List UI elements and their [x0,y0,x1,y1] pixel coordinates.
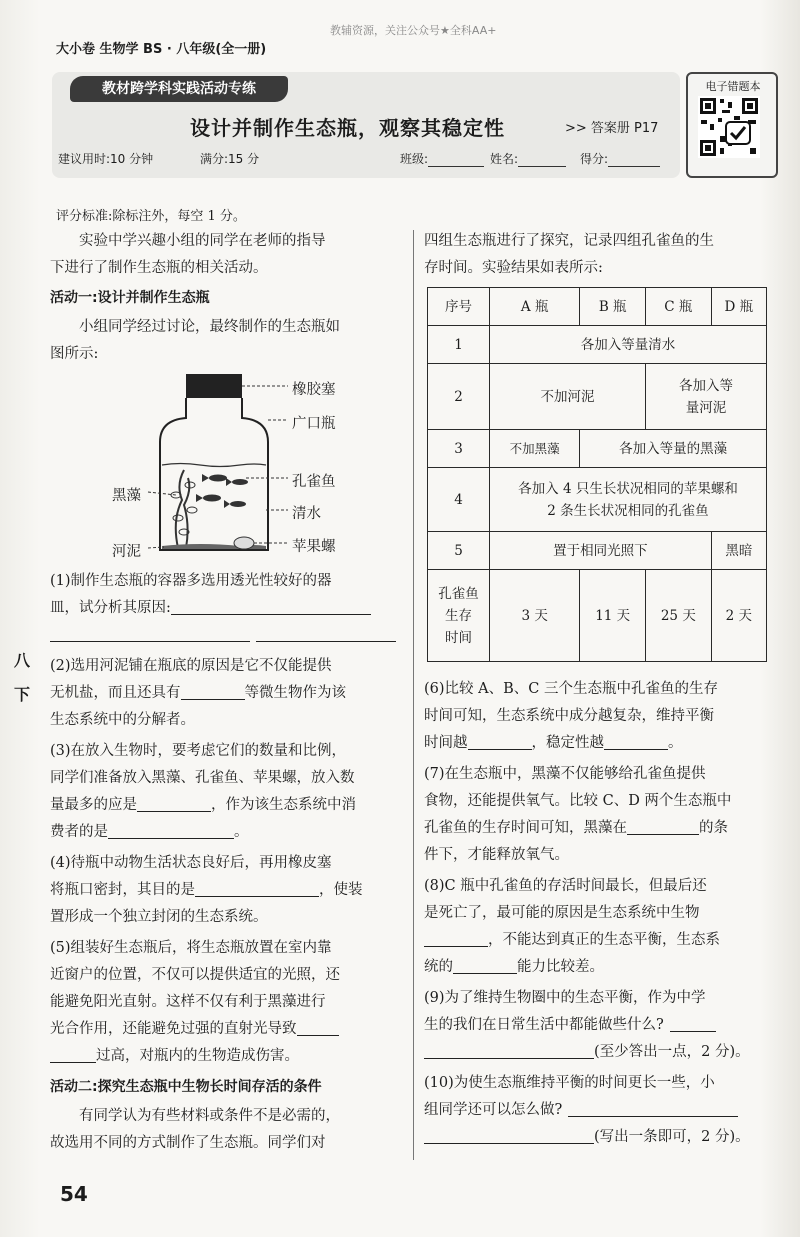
q2-line-3: 生态系统中的分解者。 [50,712,195,728]
table-cell: 黑暗 [711,532,766,570]
table-cell: 各加入等量清水 [490,326,767,364]
q9-text-b: (至少答出一点，2 分)。 [594,1044,750,1060]
right-cont-line-1: 四组生态瓶进行了探究，记录四组孔雀鱼的生 [424,233,714,249]
column-divider [413,230,414,1160]
side-mark-grade: 八 [14,651,31,670]
table-cell [646,364,767,430]
q10-answer-blank-1[interactable] [568,1099,738,1117]
q4-line-2 [50,877,363,904]
watermark: 教辅资源，关注公众号★全科AA+ [330,24,497,37]
q5-text-a: 光合作用，还能避免过强的直射光导致 [50,1021,297,1037]
table-cell: 2 [428,364,490,430]
q4-line-3: 置形成一个独立封闭的生态系统。 [50,909,268,925]
q9-answer-blank-2[interactable] [424,1041,594,1059]
label-apple-snail: 苹果螺 [292,539,336,555]
table-cell: 4 [428,468,490,532]
q3-text-c: 费者的是 [50,824,108,840]
q7-answer-blank[interactable] [627,817,699,835]
activity2-title: 活动二:探究生态瓶中生物长时间存活的条件 [50,1079,322,1095]
table-header-d: D 瓶 [711,288,766,326]
q8-answer-blank-2[interactable] [453,956,517,974]
table-cell-line: 量河泥 [685,399,727,416]
label-algae: 黑藻 [112,488,141,504]
q5-line-2: 近窗户的位置，不仅可以提供适宜的光照，还 [50,967,340,983]
score-field [580,150,660,167]
table-cell: 5 [428,532,490,570]
table-cell-line: 各加入等 [679,377,733,394]
q8-text-a: ，不能达到真正的生态平衡，生态系 [488,932,720,948]
right-cont-line-2: 存时间。实验结果如表所示: [424,260,603,276]
q3-line-1: (3)在放入生物时，要考虑它们的数量和比例， [50,743,347,759]
q4-text-a: 将瓶口密封，其目的是 [50,882,195,898]
table-cell: 各加入等量的黑藻 [580,430,767,468]
q3-line-4: 费者的是 。 [50,819,249,846]
page-number: 54 [60,1182,88,1206]
table-cell: 25 天 [646,570,712,662]
table-header-seq: 序号 [428,288,490,326]
table-cell-line: 生存 [445,607,472,624]
activity1-title: 活动一:设计并制作生态瓶 [50,290,210,306]
q8-line-1: (8)C 瓶中孔雀鱼的存活时间最长，但最后还 [424,878,707,894]
table-cell: 置于相同光照下 [490,532,712,570]
q8-text-b: 统的 [424,959,453,975]
table-cell [428,570,490,662]
experiment-table [427,287,767,662]
table-row [428,364,767,430]
table-cell: 2 天 [711,570,766,662]
table-cell-line: 时间 [445,629,472,646]
q5-answer-blank-1[interactable] [297,1018,339,1036]
q9-line-1: (9)为了维持生物圈中的生态平衡，作为中学 [424,990,706,1006]
intro-line-1: 实验中学兴趣小组的同学在老师的指导 [79,233,326,249]
q2-line-2 [50,680,346,707]
table-cell: 3 天 [490,570,580,662]
q10-text-b: (写出一条即可，2 分)。 [594,1129,750,1145]
q5-line-3: 能避免阳光直射。这样不仅有利于黑藻进行 [50,994,326,1010]
q7-line-2: 食物，还能提供氧气。比较 C、D 两个生态瓶中 [424,793,732,809]
table-cell-line: 各加入 4 只生长状况相同的苹果螺和 [518,480,738,497]
qr-label: 电子错题本 [705,80,761,93]
q4-text-b: ，使装 [319,882,363,898]
q7-line-3 [424,815,728,842]
label-rubber-stopper: 橡胶塞 [292,382,336,398]
q7-text-a: 孔雀鱼的生存时间可知，黑藻在 [424,820,627,836]
q10-line-3 [424,1124,750,1151]
water-surface [162,464,266,467]
q2-text-a: 无机盐，而且还具有 [50,685,181,701]
q1-line-2-text: 皿，试分析其原因: [50,600,171,616]
q2-text-b: 等微生物作为该 [244,685,346,701]
table-cell: 不加河泥 [490,364,646,430]
q6-text-b: ，稳定性越 [531,735,604,751]
class-field [400,150,484,167]
q3-answer-blank-1[interactable] [137,794,211,812]
q9-line-2 [424,1012,716,1039]
q7-text-b: 的条 [699,820,728,836]
q5-line-5 [50,1043,299,1070]
q8-line-4 [424,954,604,981]
table-cell-line: 孔雀鱼 [438,585,479,602]
table-header-b: B 瓶 [580,288,646,326]
activity2-line-1: 有同学认为有些材料或条件不是必需的， [79,1108,340,1124]
table-row [428,468,767,532]
table-cell-line: 2 条生长状况相同的孔雀鱼 [547,502,709,519]
q4-answer-blank[interactable] [195,879,319,897]
name-blank [518,153,566,167]
q8-answer-blank-1[interactable] [424,929,488,947]
side-mark-term: 下 [14,685,31,704]
table-header-c: C 瓶 [646,288,712,326]
q5-answer-blank-2[interactable] [50,1045,96,1063]
table-cell: 3 [428,430,490,468]
label-river-mud: 河泥 [112,544,141,560]
q2-answer-blank[interactable] [181,682,245,700]
scoring-criteria: 评分标准:除标注外，每空 1 分。 [56,209,246,224]
table-cell: 1 [428,326,490,364]
apple-snail [234,537,254,549]
q9-answer-blank-1[interactable] [670,1014,716,1032]
q7-line-4: 件下，才能释放氧气。 [424,847,569,863]
table-header-a: A 瓶 [490,288,580,326]
class-label: 班级: [400,152,429,166]
suggested-time: 建议用时:10 分钟 [58,152,154,166]
table-row [428,288,767,326]
name-label: 姓名: [490,152,519,166]
q2-line-1: (2)选用河泥铺在瓶底的原因是它不仅能提供 [50,658,332,674]
q1-answer-blank-1[interactable] [171,597,371,615]
q10-line-2 [424,1097,738,1124]
page-title: 设计并制作生态瓶，观察其稳定性 [190,116,505,140]
q6-line-2: 时间可知，生态系统中成分越复杂，维持平衡 [424,708,714,724]
q5-line-1: (5)组装好生态瓶后，将生态瓶放置在室内靠 [50,940,332,956]
table-row [428,430,767,468]
q3-answer-blank-2[interactable] [108,821,234,839]
rubber-stopper [186,374,242,398]
table-cell [490,468,767,532]
book-title: 大小卷 生物学 BS · 八年级(全一册) [56,42,267,57]
q10-line-1: (10)为使生态瓶维持平衡的时间更长一些，小 [424,1075,715,1091]
q8-text-c: 能力比较差。 [517,959,604,975]
section-tab: 教材跨学科实践活动专练 [70,76,288,102]
q9-line-3 [424,1039,750,1066]
label-water: 清水 [292,506,321,522]
intro-line-2: 下进行了制作生态瓶的相关活动。 [50,260,268,276]
class-blank [428,153,484,167]
score-blank [608,153,660,167]
ecosystem-bottle-diagram [100,370,400,560]
name-field [490,150,566,167]
activity1-line-2: 图所示: [50,346,99,362]
q8-line-2: 是死亡了，最可能的原因是生态系统中生物 [424,905,700,921]
q6-answer-blank-2[interactable] [604,732,668,750]
table-row [428,532,767,570]
q6-answer-blank-1[interactable] [468,732,532,750]
guppy-fish [196,474,248,508]
table-cell: 11 天 [580,570,646,662]
q10-text-a: 组同学还可以怎么做? [424,1102,563,1118]
q4-line-1: (4)待瓶中动物生活状态良好后，再用橡皮塞 [50,855,332,871]
score-label: 得分: [580,152,609,166]
q7-line-1: (7)在生态瓶中，黑藻不仅能够给孔雀鱼提供 [424,766,706,782]
activity2-line-2: 故选用不同的方式制作了生态瓶。同学们对 [50,1135,326,1151]
label-guppy: 孔雀鱼 [292,474,336,490]
q1-line-3 [50,622,396,649]
q6-line-1: (6)比较 A、B、C 三个生态瓶中孔雀鱼的生存 [424,681,718,697]
algae [176,470,184,548]
answer-reference: >> 答案册 P17 [565,121,659,136]
q6-line-3: 时间越 ，稳定性越 。 [424,730,683,757]
q3-text-b: ，作为该生态系统中消 [211,797,356,813]
table-cell: 不加黑藻 [490,430,580,468]
q3-line-2: 同学们准备放入黑藻、孔雀鱼、苹果螺，放入数 [50,770,355,786]
q3-text-a: 量最多的应是 [50,797,137,813]
q9-text-a: 生的我们在日常生活中都能做些什么? [424,1017,664,1033]
q1-line-2 [50,595,371,622]
q5-line-4 [50,1016,339,1043]
q1-line-1: (1)制作生态瓶的容器多选用透光性较好的器 [50,573,332,589]
label-wide-mouth-bottle: 广口瓶 [292,416,336,432]
table-row [428,570,767,662]
full-score: 满分:15 分 [200,152,260,166]
qr-code-icon[interactable] [698,96,760,158]
q5-text-b: 过高，对瓶内的生物造成伤害。 [96,1048,299,1064]
activity1-line-1: 小组同学经过讨论，最终制作的生态瓶如 [79,319,340,335]
q1-answer-blank-2[interactable] [50,624,250,642]
table-row [428,326,767,364]
q3-line-3 [50,792,356,819]
q8-line-3 [424,927,720,954]
q10-answer-blank-2[interactable] [424,1126,594,1144]
q6-text-a: 时间越 [424,735,468,751]
q1-answer-blank-3[interactable] [256,624,396,642]
